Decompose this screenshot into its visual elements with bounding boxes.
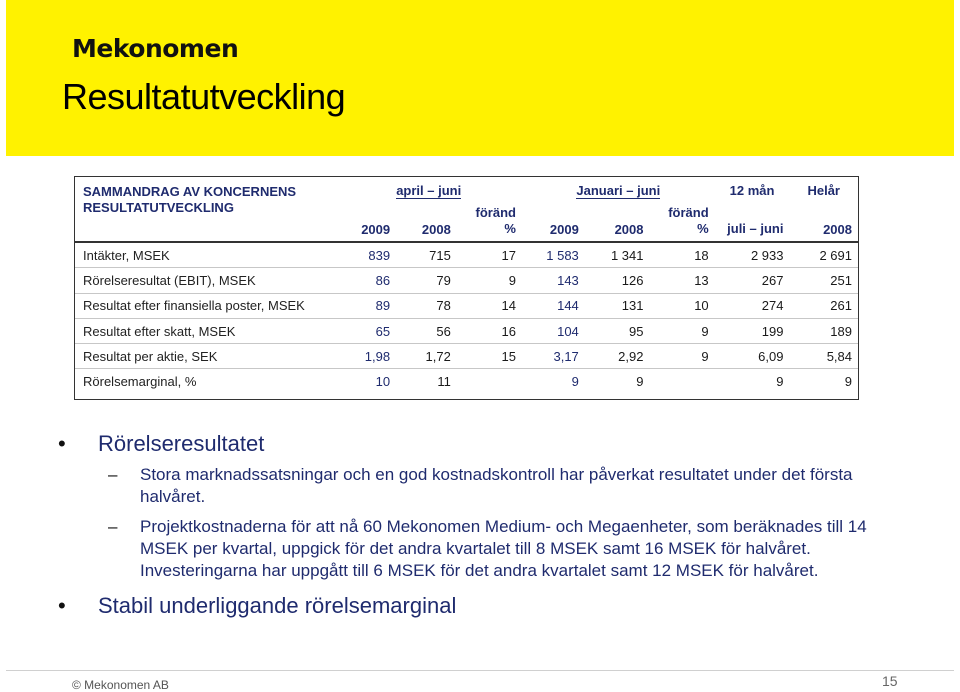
col-header: 2009 xyxy=(361,222,391,237)
table-row xyxy=(75,344,858,369)
bullet-list xyxy=(58,430,898,620)
bullet-dot-icon: • xyxy=(58,431,66,456)
cell: 17 xyxy=(457,242,522,268)
cell: 144 xyxy=(522,293,585,318)
dash-icon: – xyxy=(108,517,118,536)
table-row xyxy=(75,369,858,394)
group-header-jan-jun: Januari – juni xyxy=(576,183,661,198)
cell: 18 xyxy=(649,242,714,268)
cell: 261 xyxy=(789,293,858,318)
table-row xyxy=(75,293,858,318)
sub-bullet-item xyxy=(58,464,898,508)
row-label: Rörelsemarginal, % xyxy=(75,369,335,394)
dash-icon: – xyxy=(108,465,118,484)
cell: 267 xyxy=(715,268,790,293)
cell: 1,98 xyxy=(335,344,396,369)
cell: 9 xyxy=(715,369,790,394)
cell: 131 xyxy=(585,293,650,318)
row-label: Resultat per aktie, SEK xyxy=(75,344,335,369)
bullet-item xyxy=(58,430,898,458)
cell: 65 xyxy=(335,318,396,343)
cell: 15 xyxy=(457,344,522,369)
bullet-text: Rörelseresultatet xyxy=(98,431,265,456)
sub-bullet-item xyxy=(58,516,898,582)
cell: 9 xyxy=(585,369,650,394)
cell: 9 xyxy=(649,318,714,343)
cell xyxy=(649,369,714,394)
cell: 143 xyxy=(522,268,585,293)
cell: 2,92 xyxy=(585,344,650,369)
row-label: Intäkter, MSEK xyxy=(75,242,335,268)
cell: 6,09 xyxy=(715,344,790,369)
cell: 5,84 xyxy=(789,344,858,369)
sub-bullet-text: Stora marknadssatsningar och en god kostnadskontroll har påverkat resultatet under det första halvåret. xyxy=(140,465,853,506)
row-label: Resultat efter finansiella poster, MSEK xyxy=(75,293,335,318)
cell: 2 691 xyxy=(789,242,858,268)
table-row xyxy=(75,242,858,268)
cell: 10 xyxy=(335,369,396,394)
cell: 16 xyxy=(457,318,522,343)
cell: 56 xyxy=(396,318,457,343)
cell: 9 xyxy=(649,344,714,369)
row-label: Resultat efter skatt, MSEK xyxy=(75,318,335,343)
bullet-dot-icon: • xyxy=(58,593,66,618)
cell: 1 583 xyxy=(522,242,585,268)
page-number: 15 xyxy=(882,673,898,689)
cell: 10 xyxy=(649,293,714,318)
cell: 715 xyxy=(396,242,457,268)
cell xyxy=(457,369,522,394)
table-row xyxy=(75,268,858,293)
cell: 199 xyxy=(715,318,790,343)
cell: 189 xyxy=(789,318,858,343)
cell: 274 xyxy=(715,293,790,318)
col-header: 2008 xyxy=(421,222,451,237)
group-header-12-months: 12 mån xyxy=(729,183,775,198)
cell: 1,72 xyxy=(396,344,457,369)
cell: 95 xyxy=(585,318,650,343)
col-header: 2009 xyxy=(549,222,579,237)
results-summary-table xyxy=(74,176,859,400)
cell: 251 xyxy=(789,268,858,293)
cell: 79 xyxy=(396,268,457,293)
cell: 126 xyxy=(585,268,650,293)
cell: 9 xyxy=(789,369,858,394)
col-header: juli – juni xyxy=(727,221,784,236)
cell: 104 xyxy=(522,318,585,343)
col-header: 2008 xyxy=(823,222,852,237)
cell: 14 xyxy=(457,293,522,318)
sub-bullet-text: Projektkostnaderna för att nå 60 Mekonomen Medium- och Megaenheter, som beräknades till 14 MSEK per kvartal, uppgick för det andra kvartalet till 8 MSEK samt 16 MSEK för halvåret. Investeringarna har uppgått till 6 MSEK för det andra kvartalet samt 12 MSEK för halvåret. xyxy=(140,517,867,580)
footer-divider xyxy=(6,670,954,671)
row-label: Rörelseresultat (EBIT), MSEK xyxy=(75,268,335,293)
cell: 78 xyxy=(396,293,457,318)
table-row xyxy=(75,318,858,343)
cell: 9 xyxy=(522,369,585,394)
cell: 3,17 xyxy=(522,344,585,369)
group-header-apr-jun: april – juni xyxy=(396,183,462,198)
cell: 89 xyxy=(335,293,396,318)
cell: 839 xyxy=(335,242,396,268)
cell: 86 xyxy=(335,268,396,293)
bullet-item xyxy=(58,592,898,620)
page-title: Resultatutveckling xyxy=(62,76,346,117)
footer-logo: © Mekonomen AB xyxy=(72,678,169,692)
bullet-text: Stabil underliggande rörelsemarginal xyxy=(98,593,457,618)
group-header-full-year: Helår xyxy=(807,183,840,198)
cell: 9 xyxy=(457,268,522,293)
cell: 2 933 xyxy=(715,242,790,268)
cell: 11 xyxy=(396,369,457,394)
col-header: föränd % xyxy=(475,205,516,236)
table-corner-label: SAMMANDRAG AV KONCERNENS RESULTATUTVECKLING xyxy=(83,184,297,215)
cell: 13 xyxy=(649,268,714,293)
col-header: 2008 xyxy=(614,222,644,237)
mekonomen-logo: Mekonomen xyxy=(72,34,239,63)
cell: 1 341 xyxy=(585,242,650,268)
col-header: föränd % xyxy=(668,205,709,236)
